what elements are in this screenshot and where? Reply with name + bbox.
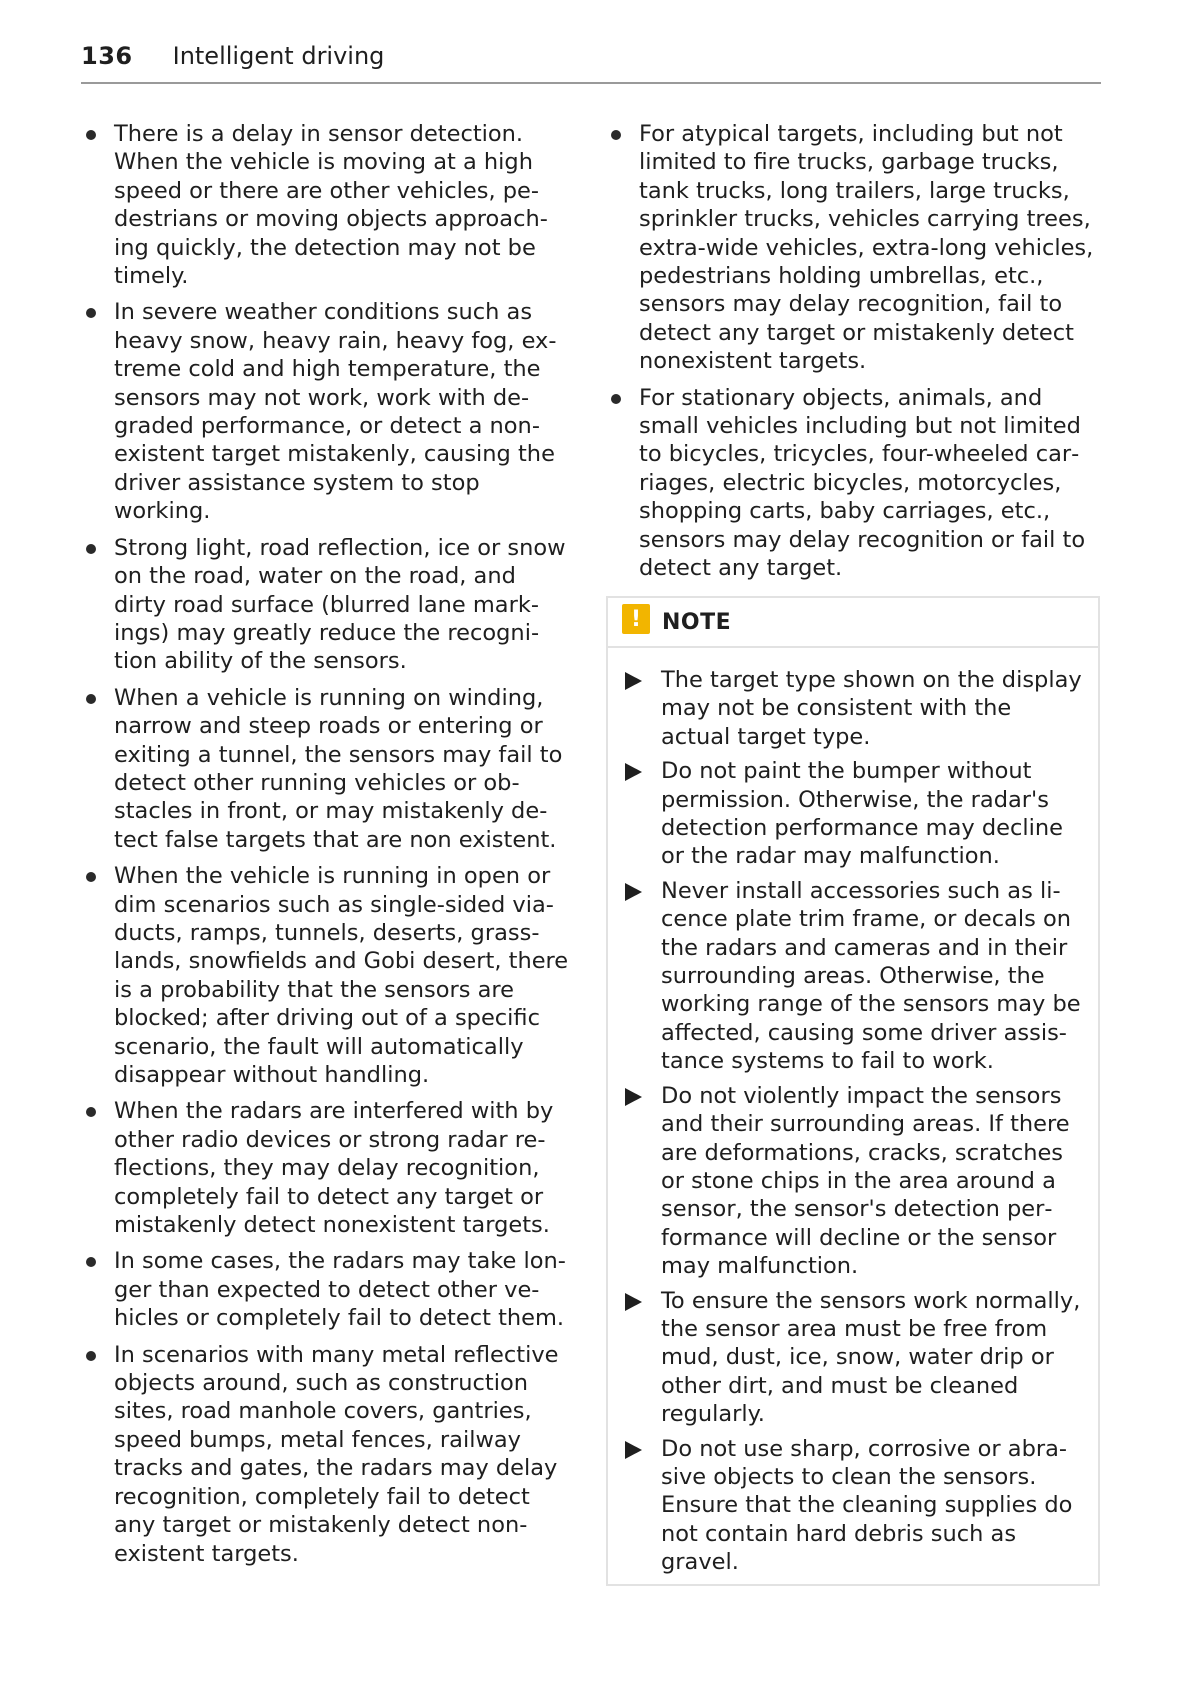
note-item-text: Do not use sharp, corrosive or abrasive objects to clean the sensors. Ensure that the cleaning supplies do not contain hard debris such as gravel. (661, 1435, 1073, 1576)
right-column (606, 120, 1102, 591)
arrow-icon (625, 1088, 642, 1106)
list-item-text: When the vehicle is running in open or dim scenarios such as single-sided viaducts, ramps, tunnels, deserts, grasslands, snowfields and Gobi desert, there is a probability that the sensors are blocked; after driving out of a specific scenario, the fault will automatically disappear without handling. (114, 863, 569, 1088)
list-item-text: In severe weather conditions such as heavy snow, heavy rain, heavy fog, extreme cold and high temperature, the sensors may not work, work with degraded performance, or detect a nonexistent target mistakenly, causing the driver assistance system to stop working. (114, 299, 557, 525)
list-item (606, 384, 1102, 583)
bullet-icon (611, 130, 621, 140)
bullet-icon (86, 544, 96, 554)
bullet-icon (86, 308, 96, 318)
warning-icon: ! (622, 604, 650, 634)
list-item-text: There is a delay in sensor detection. When the vehicle is moving at a high speed or there are other vehicles, pedestrians or moving objects approaching quickly, the detection may not be timely. (114, 121, 548, 290)
bullet-icon (86, 1257, 96, 1267)
note-item (622, 757, 1084, 871)
page-header (81, 44, 1101, 84)
bullet-icon (86, 872, 96, 882)
note-item (622, 1287, 1084, 1429)
note-item-text: Never install accessories such as licence plate trim frame, or decals on the radars and cameras and in their surrounding areas. Otherwise, the working range of the sensors may be affected, causing some driver assistance systems to fail to work. (661, 877, 1081, 1075)
arrow-icon (625, 672, 642, 690)
list-item-text: In scenarios with many metal reflective objects around, such as construction sites, road manhole covers, gantries, speed bumps, metal fences, railway tracks and gates, the radars may delay recognition, completely fail to detect any target or mistakenly detect nonexistent targets. (114, 1341, 559, 1567)
list-item-text: In some cases, the radars may take longer than expected to detect other vehicles or completely fail to detect them. (114, 1248, 566, 1332)
arrow-icon (625, 883, 642, 901)
list-item (81, 1341, 571, 1568)
note-list (608, 648, 1098, 1577)
note-item (622, 877, 1084, 1076)
bullet-list-left (81, 120, 571, 1568)
arrow-icon (625, 763, 642, 781)
bullet-icon (86, 1107, 96, 1117)
note-item (622, 1435, 1084, 1577)
list-item (81, 862, 571, 1089)
note-item-text: Do not violently impact the sensors and their surrounding areas. If there are deformations, cracks, scratches or stone chips in the area around a sensor, the sensor's detection performance will decline or the sensor may malfunction. (661, 1082, 1070, 1280)
list-item-text: When the radars are interfered with by other radio devices or strong radar reflections, they may delay recognition, completely fail to detect any target or mistakenly detect nonexistent targets. (114, 1098, 554, 1239)
list-item (81, 298, 571, 525)
list-item (606, 120, 1102, 376)
note-item-text: To ensure the sensors work normally, the sensor area must be free from mud, dust, ice, snow, water drip or other dirt, and must be cleaned regularly. (661, 1287, 1081, 1428)
bullet-icon (86, 130, 96, 140)
left-column (81, 120, 571, 1576)
note-item (622, 1082, 1084, 1281)
note-item-text: The target type shown on the display may not be consistent with the actual target type. (661, 667, 1082, 750)
list-item-text: Strong light, road reflection, ice or snow on the road, water on the road, and dirty road surface (blurred lane markings) may greatly reduce the recognition ability of the sensors. (114, 534, 566, 675)
bullet-icon (86, 1351, 96, 1361)
list-item (81, 534, 571, 676)
arrow-icon (625, 1441, 642, 1459)
list-item (81, 684, 571, 854)
list-item-text: For stationary objects, animals, and small vehicles including but not limited to bicycles, tricycles, four-wheeled carriages, electric bicycles, motorcycles, shopping carts, baby carriages, etc., sensors may delay recognition or fail to detect any target. (639, 384, 1086, 582)
list-item-text: When a vehicle is running on winding, narrow and steep roads or entering or exiting a tunnel, the sensors may fail to detect other running vehicles or obstacles in front, or may mistakenly detect false targets that are non existent. (114, 684, 563, 853)
list-item-text: For atypical targets, including but not limited to fire trucks, garbage trucks, tank trucks, long trailers, large trucks, sprinkler trucks, vehicles carrying trees, extra-wide vehicles, extra-long vehicles, pedestrians holding umbrellas, etc., sensors may delay recognition, fail to detect any target or mistakenly detect nonexistent targets. (639, 121, 1094, 375)
list-item (81, 120, 571, 290)
bullet-icon (611, 394, 621, 404)
bullet-icon (86, 694, 96, 704)
page-number: 136 (81, 42, 133, 70)
chapter-title: Intelligent driving (172, 42, 385, 70)
note-item (622, 666, 1084, 751)
list-item (81, 1097, 571, 1239)
note-box (606, 596, 1100, 1586)
note-title: NOTE (662, 609, 732, 635)
note-item-text: Do not paint the bumper without permission. Otherwise, the radar's detection performance may decline or the radar may malfunction. (661, 758, 1063, 870)
bullet-list-right (606, 120, 1102, 583)
list-item (81, 1247, 571, 1332)
arrow-icon (625, 1293, 642, 1311)
note-header (608, 598, 1098, 648)
